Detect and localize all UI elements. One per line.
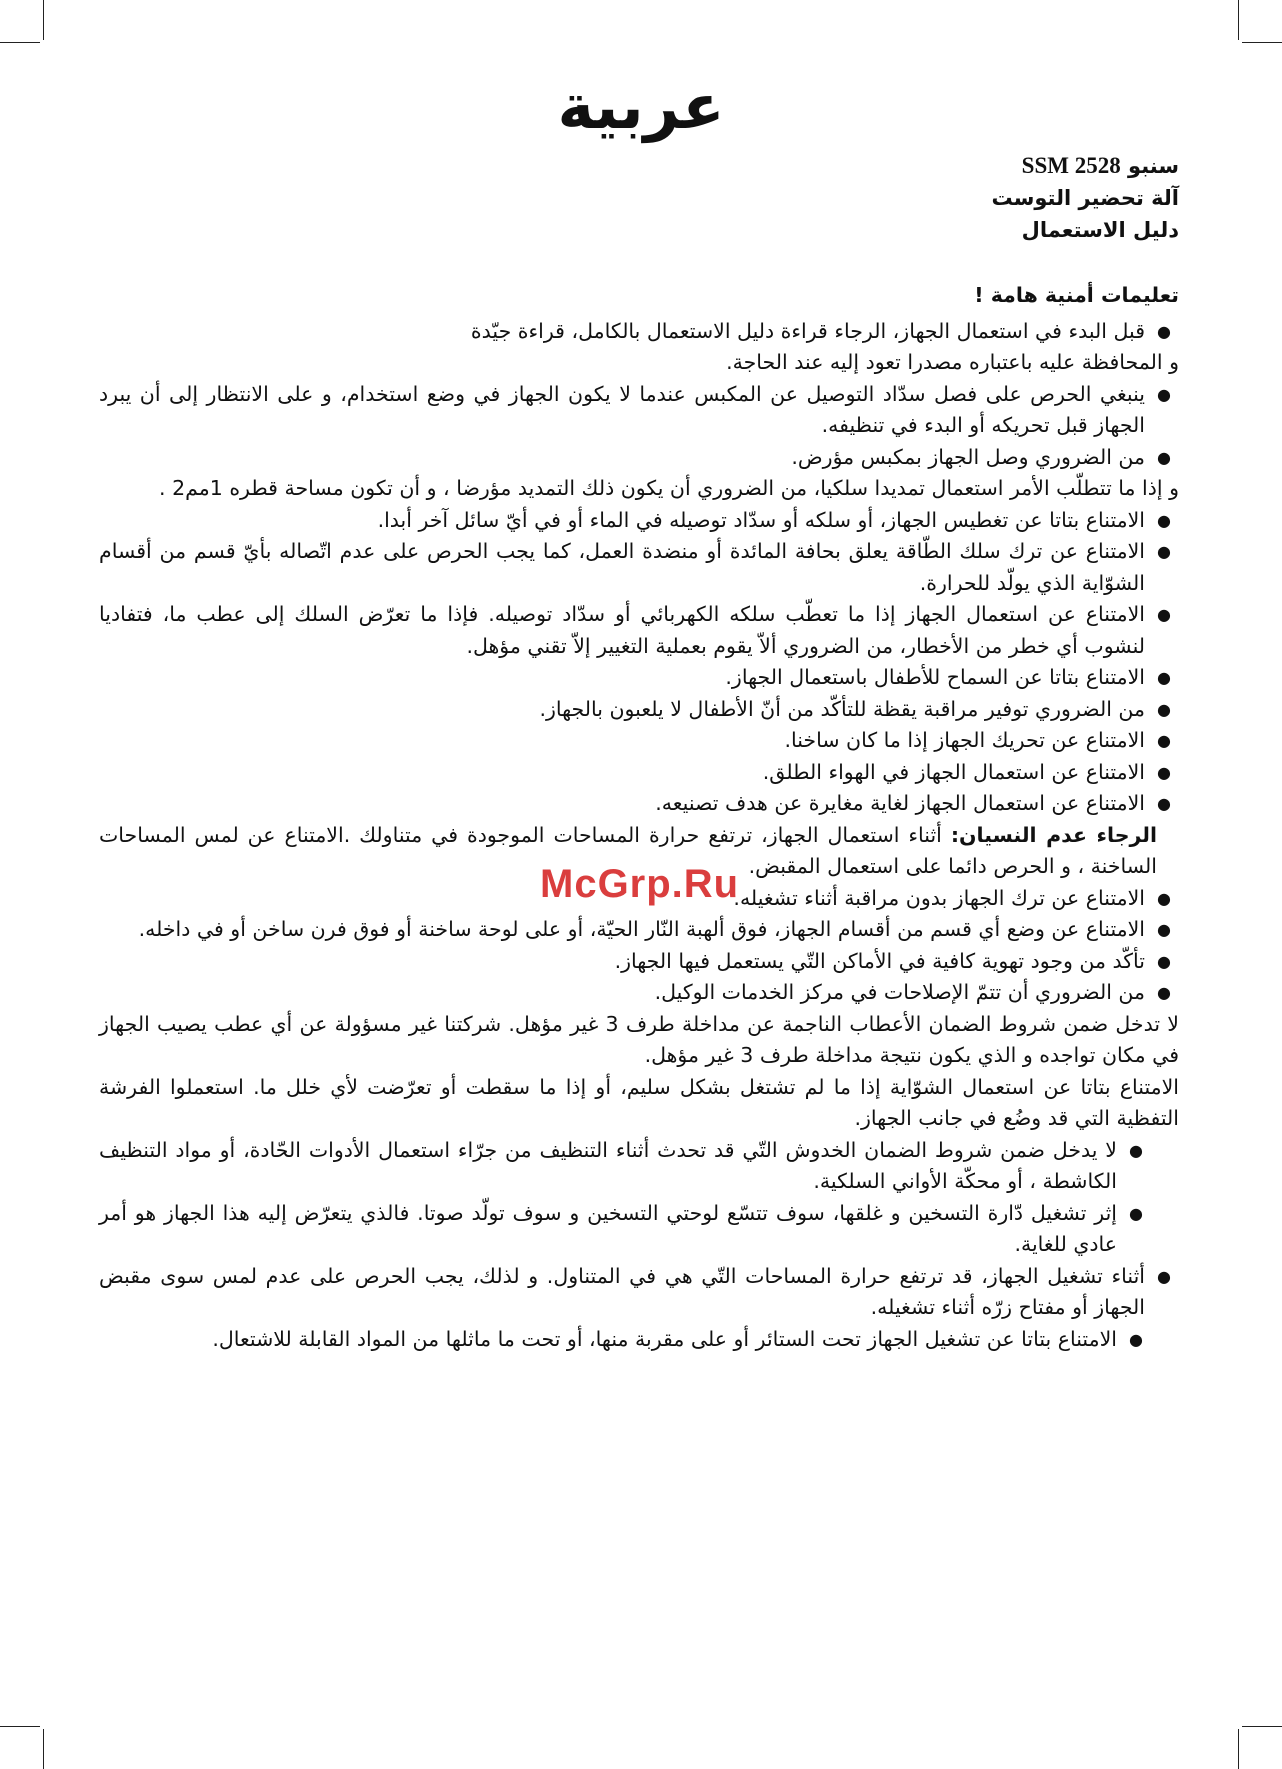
bullet-text: الامتناع عن تحريك الجهاز إذا ما كان ساخنا. — [784, 728, 1145, 752]
bullet-icon: ● — [1157, 510, 1171, 530]
bullet-text: من الضروري وصل الجهاز بمكبس مؤرض. — [791, 444, 1145, 469]
bullet-item — [99, 316, 1179, 348]
bullet-icon: ● — [1129, 1329, 1143, 1349]
bullet-item — [99, 788, 1179, 820]
bullet-item — [99, 914, 1179, 946]
bullet-text: لا يدخل ضمن شروط الضمان الخدوش التّي قد تحدث أثناء التنظيف من جرّاء استعمال الأدوات الحّادة، أو مواد التنظيف الكاشطة ، أو محكّة الأواني السلكية. — [99, 1137, 1117, 1193]
bullet-icon: ● — [1157, 794, 1171, 813]
bullet-icon: ● — [1157, 384, 1171, 404]
bullet-icon: ● — [1157, 1266, 1171, 1286]
crop-mark-bottom-left — [43, 1729, 44, 1769]
product-model-line — [779, 150, 1179, 182]
bullet-item — [99, 757, 1179, 789]
paragraph-item: و إذا ما تتطلّب الأمر استعمال تمديدا سلكيا، من الضروري أن يكون ذلك التمديد مؤرضا ، و أن تكون مساحة قطره 1مم2 . — [159, 476, 1179, 500]
bullet-text: الامتناع عن استعمال الجهاز في الهواء الطلق. — [762, 759, 1145, 784]
bullet-text: الامتناع عن ترك سلك الطّاقة يعلق بحافة المائدة أو منضدة العمل، كما يجب الحرص على عدم اتّصاله بأيّ قسم من أقسام الشوّاية الذي يولّد للحرارة. — [99, 539, 1145, 595]
bullet-item — [99, 1198, 1151, 1261]
bullet-text: الامتناع عن استعمال الجهاز لغاية مغايرة عن هدف تصنيعه. — [655, 791, 1145, 815]
bullet-icon: ● — [1157, 605, 1171, 624]
bullet-item — [99, 505, 1179, 537]
bullet-icon: ● — [1157, 951, 1171, 971]
paragraph-item: الامتناع بتاتا عن استعمال الشوّاية إذا ما لم تشتغل بشكل سليم، أو إذا ما سقطت أو تعرّضت لأي خلل ما. استعملوا الفرشة التفظية التي قد وضُع في جانب الجهاز. — [99, 1074, 1179, 1130]
bullet-icon: ● — [1157, 668, 1171, 687]
bullet-text: الامتناع بتاتا عن السماح للأطفال باستعمال الجهاز. — [725, 665, 1145, 689]
bullet-text: الامتناع عن ترك الجهاز بدون مراقبة أثناء تشغيله. — [733, 885, 1145, 910]
bullet-icon: ● — [1129, 1140, 1143, 1160]
crop-mark-top-left — [43, 0, 44, 40]
crop-mark-left-top — [0, 42, 40, 43]
bullet-icon: ● — [1157, 542, 1171, 561]
note-label: الرجاء عدم النسيان: — [950, 822, 1157, 847]
bullet-text: الامتناع بتاتا عن تغطيس الجهاز، أو سلكه أو سدّاد توصيله في الماء أو في أيّ سائل آخر أبدا. — [377, 507, 1145, 532]
paragraph-item: لا تدخل ضمن شروط الضمان الأعطاب الناجمة عن مداخلة طرف 3 غير مؤهل. شركتنا غير مسؤولة عن أي عطب يصيب الجهاز في مكان تواجده و الذي يكون نتيجة مداخلة طرف 3 غير مؤهل. — [99, 1011, 1179, 1067]
product-block — [779, 150, 1179, 246]
bullet-text: ينبغي الحرص على فصل سدّاد التوصيل عن المكبس عندما لا يكون الجهاز في وضع استخدام، و على الانتظار إلى أن يبرد الجهاز قبل تحريكه أو البدء في تنظيفه. — [99, 381, 1145, 437]
bullet-icon: ● — [1157, 983, 1171, 1002]
bullet-item — [99, 1261, 1179, 1324]
bullet-text: تأكّد من وجود تهوية كافية في الأماكن التّي يستعمل فيها الجهاز. — [614, 948, 1145, 973]
bullet-item — [99, 379, 1179, 442]
bullet-item — [99, 946, 1179, 978]
note-text: أثناء استعمال الجهاز، ترتفع حرارة المساحات الموجودة في متناولك .الامتناع عن لمس المساحات الساخنة ، و الحرص دائما على استعمال المقبض. — [99, 822, 1157, 878]
safety-heading: تعليمات أمنية هامة ! — [974, 283, 1179, 307]
bullet-icon: ● — [1157, 447, 1171, 467]
bullet-icon: ● — [1129, 1203, 1143, 1223]
crop-mark-right-top — [1242, 42, 1282, 43]
product-brand: سنبو — [1128, 154, 1179, 178]
bullet-icon: ● — [1157, 321, 1171, 341]
crop-mark-top-right — [1238, 0, 1239, 40]
bullet-item — [99, 442, 1179, 474]
safety-section — [99, 280, 1179, 1355]
bullet-item — [99, 1324, 1151, 1356]
bullet-text: الامتناع عن وضع أي قسم من أقسام الجهاز، فوق ألهبة النّار الحيّة، أو على لوحة ساخنة أو فوق فرن ساخن أو في داخله. — [138, 917, 1145, 941]
bullet-icon: ● — [1157, 762, 1171, 782]
crop-mark-left-bottom — [0, 1726, 40, 1727]
watermark: McGrp.Ru — [540, 862, 740, 906]
bullet-icon: ● — [1157, 731, 1171, 750]
manual-title: دليل الاستعمال — [1021, 218, 1179, 242]
bullet-item — [99, 662, 1179, 694]
bullet-item — [99, 977, 1179, 1009]
bullet-text: الامتناع عن استعمال الجهاز إذا ما تعطّب سلكه الكهربائي أو سدّاد توصيله. فإذا ما تعرّض السلك إلى عطب ما، فتفاديا لنشوب أي خطر من الأخطار، من الضروري ألاّ يقوم بعملية التغيير إلاّ تقني مؤهل. — [99, 602, 1145, 658]
bullet-icon: ● — [1157, 888, 1171, 908]
crop-mark-bottom-right — [1238, 1729, 1239, 1769]
paragraph-item: و المحافظة عليه باعتباره مصدرا تعود إليه عند الحاجة. — [726, 350, 1179, 374]
safety-list — [99, 316, 1179, 1356]
bullet-item — [99, 694, 1179, 726]
bullet-text: قبل البدء في استعمال الجهاز، الرجاء قراءة دليل الاستعمال بالكامل، قراءة جيّدة — [470, 318, 1145, 343]
product-name: آلة تحضير التوست — [991, 186, 1179, 210]
page-title: عربية — [557, 70, 725, 143]
bullet-icon: ● — [1157, 699, 1171, 719]
crop-mark-right-bottom — [1242, 1726, 1282, 1727]
bullet-item — [99, 1135, 1151, 1198]
bullet-item — [99, 599, 1179, 662]
bullet-text: أثناء تشغيل الجهاز، قد ترتفع حرارة المساحات التّي هي في المتناول. و لذلك، يجب الحرص على عدم لمس سوى مقبض الجهاز أو مفتاح زرّه أثناء تشغيله. — [99, 1263, 1145, 1319]
bullet-text: إثر تشغيل دّارة التسخين و غلقها، سوف تتسّع لوحتي التسخين و سوف تولّد صوتا. فالذي يتعرّض إليه هذا الجهاز هو أمر عادي للغاية. — [99, 1200, 1117, 1256]
bullet-text: من الضروري أن تتمّ الإصلاحات في مركز الخدمات الوكيل. — [654, 980, 1145, 1004]
bullet-item — [99, 536, 1179, 599]
bullet-item — [99, 725, 1179, 757]
bullet-icon: ● — [1157, 920, 1171, 939]
bullet-text: من الضروري توفير مراقبة يقظة للتأكّد من أنّ الأطفال لا يلعبون بالجهاز. — [539, 696, 1145, 721]
product-model: SSM 2528 — [1021, 153, 1121, 178]
bullet-text: الامتناع بتاتا عن تشغيل الجهاز تحت الستائر أو على مقربة منها، أو تحت ما ماثلها من المواد القابلة للاشتعال. — [212, 1326, 1117, 1351]
